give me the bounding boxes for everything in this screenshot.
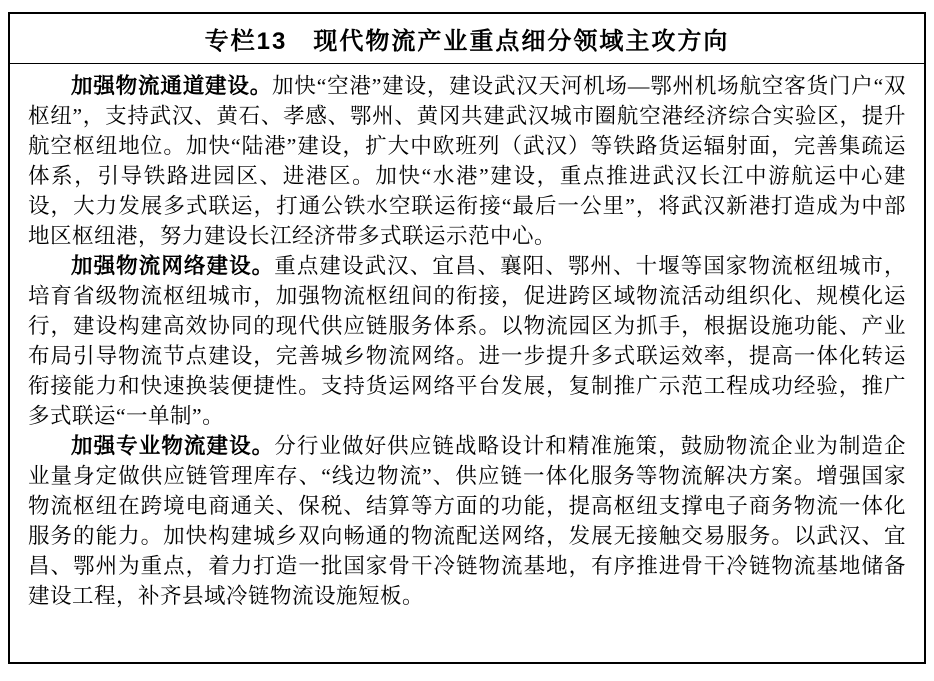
paragraph-logistics-channel [28, 71, 906, 251]
paragraph-logistics-network-text: 重点建设武汉、宜昌、襄阳、鄂州、十堰等国家物流枢纽城市，培育省级物流枢纽城市，加强物流枢纽间的衔接，促进跨区域物流活动组织化、规模化运行，建设构建高效协同的现代供应链服务体系。以物流园区为抓手，根据设施功能、产业布局引导物流节点建设，完善城乡物流网络。进一步提升多式联运效率，提高一体化转运衔接能力和快速换装便捷性。支持货运网络平台发展，复制推广示范工程成功经验，推广多式联运“一单制”。 [28, 254, 906, 428]
column-title-bar [10, 14, 924, 64]
paragraph-professional-logistics-lead: 加强专业物流建设。 [71, 434, 275, 458]
paragraph-professional-logistics [28, 431, 906, 611]
column-box [8, 12, 926, 664]
column-body [10, 64, 924, 611]
paragraph-logistics-channel-text: 加快“空港”建设，建设武汉天河机场—鄂州机场航空客货门户“双枢纽”，支持武汉、黄石、孝感、鄂州、黄冈共建武汉城市圈航空港经济综合实验区，提升航空枢纽地位。加快“陆港”建设，扩大中欧班列（武汉）等铁路货运辐射面，完善集疏运体系，引导铁路进园区、进港区。加快“水港”建设，重点推进武汉长江中游航运中心建设，大力发展多式联运，打通公铁水空联运衔接“最后一公里”，将武汉新港打造成为中部地区枢纽港，努力建设长江经济带多式联运示范中心。 [28, 74, 906, 248]
paragraph-logistics-network-lead: 加强物流网络建设。 [71, 254, 275, 278]
paragraph-logistics-channel-lead: 加强物流通道建设。 [71, 74, 273, 98]
paragraph-professional-logistics-text: 分行业做好供应链战略设计和精准施策，鼓励物流企业为制造企业量身定做供应链管理库存、“线边物流”、供应链一体化服务等物流解决方案。增强国家物流枢纽在跨境电商通关、保税、结算等方面的功能，提高枢纽支撑电子商务物流一体化服务的能力。加快构建城乡双向畅通的物流配送网络，发展无接触交易服务。以武汉、宜昌、鄂州为重点，着力打造一批国家骨干冷链物流基地，有序推进骨干冷链物流基地储备建设工程，补齐县域冷链物流设施短板。 [28, 434, 906, 608]
paragraph-logistics-network [28, 251, 906, 431]
column-title: 专栏13 现代物流产业重点细分领域主攻方向 [204, 28, 730, 55]
